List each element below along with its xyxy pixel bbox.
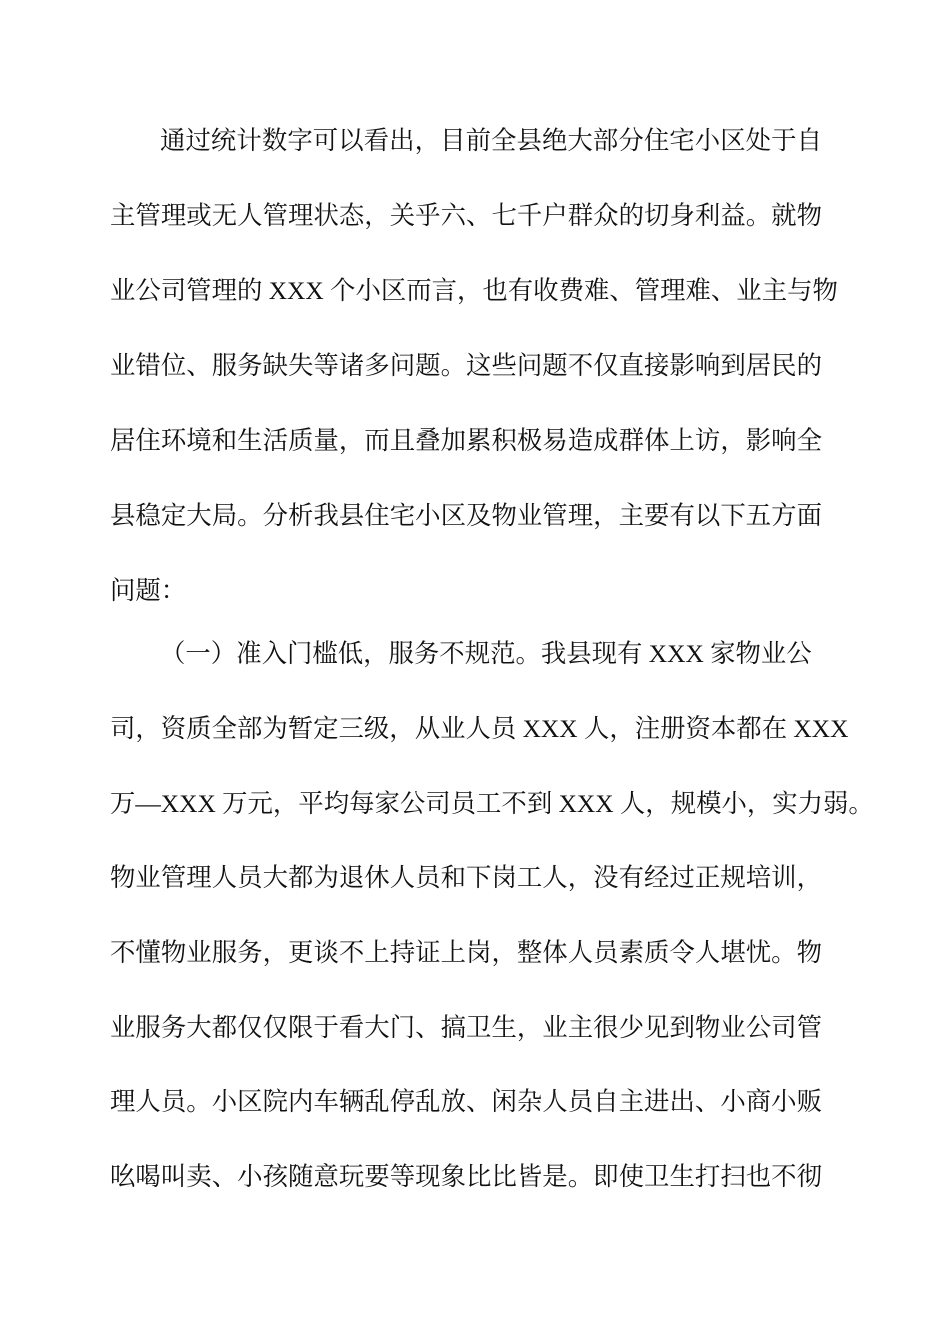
section-heading-line: （一）准入门槛低，服务不规范。我县现有 XXX 家物业公 xyxy=(160,640,812,668)
paragraph-line: 业错位、服务缺失等诸多问题。这些问题不仅直接影响到居民的 xyxy=(110,352,822,380)
paragraph-line: 业服务大都仅仅限于看大门、搞卫生，业主很少见到物业公司管 xyxy=(110,1014,822,1042)
paragraph-line: 主管理或无人管理状态，关乎六、七千户群众的切身利益。就物 xyxy=(110,202,822,230)
paragraph-line: 吆喝叫卖、小孩随意玩要等现象比比皆是。即使卫生打扫也不彻 xyxy=(110,1163,822,1191)
paragraph-line: 理人员。小区院内车辆乱停乱放、闲杂人员自主进出、小商小贩 xyxy=(110,1088,822,1116)
paragraph-line: 通过统计数字可以看出，目前全县绝大部分住宅小区处于自 xyxy=(160,127,822,155)
paragraph-line: 不懂物业服务，更谈不上持证上岗，整体人员素质令人堪忧。物 xyxy=(110,939,822,967)
paragraph-line: 物业管理人员大都为退休人员和下岗工人，没有经过正规培训， xyxy=(110,864,822,892)
paragraph-line: 万—XXX 万元，平均每家公司员工不到 XXX 人，规模小，实力弱。 xyxy=(110,790,874,818)
paragraph-line: 问题： xyxy=(110,577,187,605)
paragraph-line: 居住环境和生活质量，而且叠加累积极易造成群体上访，影响全 xyxy=(110,427,822,455)
paragraph-line: 业公司管理的 XXX 个小区而言，也有收费难、管理难、业主与物 xyxy=(110,277,838,305)
paragraph-line: 县稳定大局。分析我县住宅小区及物业管理，主要有以下五方面 xyxy=(110,502,822,530)
paragraph-line: 司，资质全部为暂定三级，从业人员 XXX 人，注册资本都在 XXX xyxy=(110,715,849,743)
